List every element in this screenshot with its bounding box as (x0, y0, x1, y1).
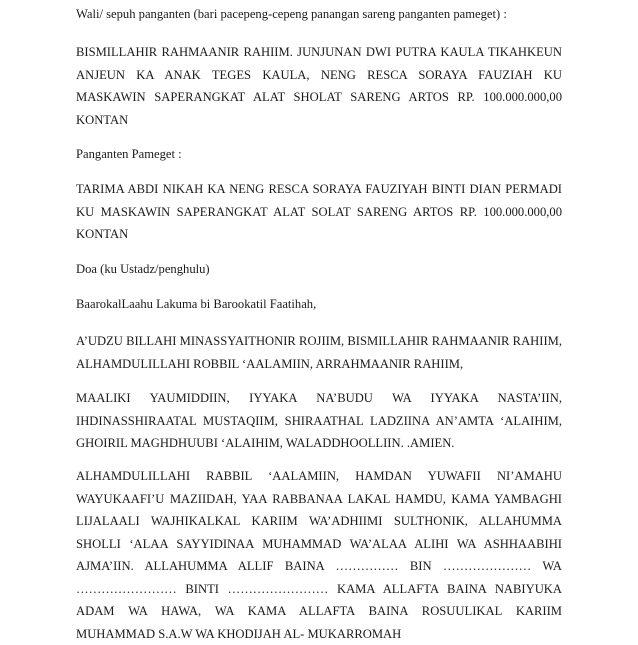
text-line: SHOLLI ‘ALAA SAYYIDINAA MUHAMMAD WA’ALAA ALIHI WA ASHHAABIHI (76, 533, 562, 556)
text-line: LIJALAALI WAJHIKALKAL KARIIM WA’ADHIIMI SULTHONIK, ALLAHUMMA (76, 510, 562, 533)
text-line: BISMILLAHIR RAHMAANIR RAHIIM. JUNJUNAN DWI PUTRA KAULA TIKAHKEUN (76, 41, 562, 64)
text-line: BaarokalLaahu Lakuma bi Barookatil Faatihah, (76, 293, 562, 316)
wali-label (76, 3, 562, 26)
text-line: AJMA’IIN. ALLAHUMMA ALLIF BAINA …………… BIN ………………… WA (76, 555, 562, 578)
text-line: KU MASKAWIN SAPERANGKAT ALAT SOLAT SARENG ARTOS RP. 100.000.000,00 (76, 201, 562, 224)
maaliki-paragraph (76, 387, 562, 455)
text-line: Wali/ sepuh panganten (bari pacepeng-cepeng panangan sareng panganten pameget) : (76, 3, 562, 26)
ijab-text (76, 41, 562, 131)
text-line: MUHAMMAD S.A.W WA KHODIJAH AL- MUKARROMAH (76, 623, 562, 645)
text-line: ADAM WA HAWA, WA KAMA ALLAFTA BAINA ROSUULIKAL KARIIM (76, 600, 562, 623)
text-line: TARIMA ABDI NIKAH KA NENG RESCA SORAYA FAUZIYAH BINTI DIAN PERMADI (76, 178, 562, 201)
baarokal-line (76, 293, 562, 316)
alhamdulillahi-paragraph (76, 465, 562, 645)
audzu-paragraph (76, 330, 562, 375)
text-line: MAALIKI YAUMIDDIIN, IYYAKA NA’BUDU WA IYYAKA NASTA’IIN, (76, 387, 562, 410)
text-line: Panganten Pameget : (76, 143, 562, 166)
text-line: ANJEUN KA ANAK TEGES KAULA, NENG RESCA SORAYA FAUZIAH KU (76, 64, 562, 87)
text-line: ALHAMDULILLAHI ROBBIL ‘AALAMIIN, ARRAHMAANIR RAHIIM, (76, 353, 562, 376)
groom-label (76, 143, 562, 166)
text-line: KONTAN (76, 109, 562, 132)
text-line: ALHAMDULILLAHI RABBIL ‘AALAMIIN, HAMDAN YUWAFII NI’AMAHU (76, 465, 562, 488)
text-line: WAYUKAAFI’U MAZIIDAH, YAA RABBANAA LAKAL HAMDU, KAMA YAMBAGHI (76, 488, 562, 511)
text-line: IHDINASSHIRAATAL MUSTAQIIM, SHIRAATHAL LADZIINA AN’AMTA ‘ALAIHIM, (76, 410, 562, 433)
text-line: KONTAN (76, 223, 562, 246)
doa-label (76, 258, 562, 281)
text-line: Doa (ku Ustadz/penghulu) (76, 258, 562, 281)
text-line: GHOIRIL MAGHDHUUBI ‘ALAIHIM, WALADDHOOLLIIN. .AMIEN. (76, 432, 562, 455)
text-line: …………………… BINTI …………………… KAMA ALLAFTA BAINA NABIYUKA (76, 578, 562, 601)
text-line: A’UDZU BILLAHI MINASSYAITHONIR ROJIIM, BISMILLAHIR RAHMAANIR RAHIIM, (76, 330, 562, 353)
qabul-text (76, 178, 562, 246)
text-line: MASKAWIN SAPERANGKAT ALAT SHOLAT SARENG ARTOS RP. 100.000.000,00 (76, 86, 562, 109)
